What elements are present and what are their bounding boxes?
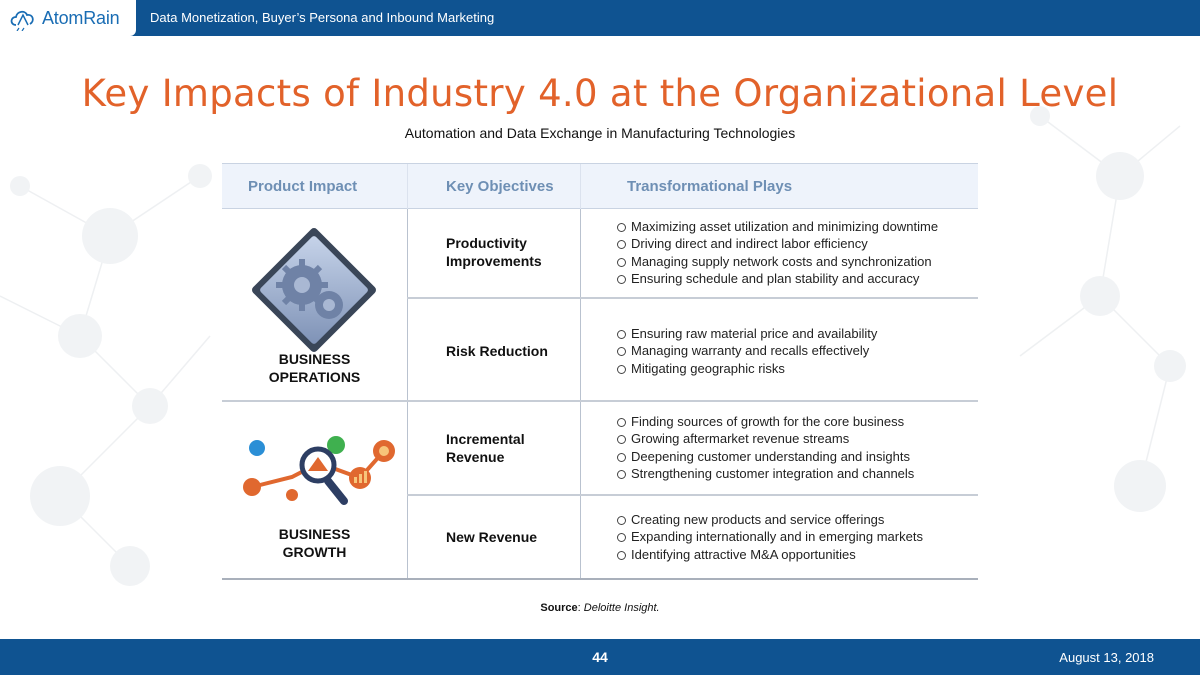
header-bar [0,0,1200,36]
header-title: Data Monetization, Buyer’s Persona and Inbound Marketing [150,10,495,25]
impact-label-business-operations [222,350,407,386]
impacts-table [222,163,978,580]
list-item: Expanding internationally and in emerging markets [617,528,923,545]
objective-line: New Revenue [446,529,538,545]
gear-diamond-icon [247,223,381,357]
objective-new-revenue [446,528,576,546]
impact-label-line: BUSINESS [278,526,351,542]
objective-line: Revenue [446,449,505,465]
list-item: Managing supply network costs and synchronization [617,253,938,270]
source-note [0,602,1200,614]
objective-line: Risk Reduction [446,343,548,359]
column-header-key-objectives: Key Objectives [446,178,554,195]
header-divider [407,164,408,210]
list-item: Identifying attractive M&A opportunities [617,546,923,563]
row-divider [407,297,978,299]
plays-list [617,511,923,563]
column-divider [580,209,581,580]
page-title: Key Impacts of Industry 4.0 at the Organizational Level [81,72,1119,115]
objective-line: Improvements [446,253,542,269]
logo [0,0,136,36]
objective-productivity-improvements [446,234,576,270]
source-text: Deloitte Insight. [583,602,660,614]
source-label: Source [540,602,578,614]
list-item: Ensuring raw material price and availability [617,325,877,342]
list-item: Growing aftermarket revenue streams [617,430,914,447]
table-bottom-border [222,578,978,580]
list-item: Maximizing asset utilization and minimizing downtime [617,218,938,235]
source-separator: : [577,602,584,614]
page-subtitle: Automation and Data Exchange in Manufacturing Technologies [404,125,796,141]
footer-bar [0,639,1200,675]
column-divider [407,209,408,580]
column-header-product-impact: Product Impact [248,178,358,195]
impact-label-line: OPERATIONS [268,369,361,385]
objective-risk-reduction [446,342,576,360]
objective-incremental-revenue [446,430,576,466]
plays-list [617,218,938,288]
list-item: Strengthening customer integration and channels [617,465,914,482]
group-divider [222,400,978,402]
list-item: Deepening customer understanding and insights [617,448,914,465]
atomrain-logo-icon [8,5,38,31]
list-item: Driving direct and indirect labor efficiency [617,235,938,252]
plays-list [617,325,877,377]
column-header-transformational-plays: Transformational Plays [627,178,793,195]
list-item: Finding sources of growth for the core business [617,413,914,430]
impact-label-line: GROWTH [282,544,347,560]
objective-line: Incremental [446,431,525,447]
footer-date: August 13, 2018 [1059,650,1154,665]
header-divider [580,164,581,210]
impact-label-line: BUSINESS [278,351,351,367]
table-header-row [222,163,978,209]
page-number: 44 [592,649,608,665]
list-item: Creating new products and service offerings [617,511,923,528]
impact-label-business-growth [222,525,407,561]
plays-list [617,413,914,483]
growth-magnifier-icon [234,431,399,523]
list-item: Ensuring schedule and plan stability and accuracy [617,270,938,287]
list-item: Managing warranty and recalls effectively [617,342,877,359]
row-divider [407,494,978,496]
logo-text: AtomRain [42,7,120,28]
objective-line: Productivity [446,235,527,251]
list-item: Mitigating geographic risks [617,360,877,377]
